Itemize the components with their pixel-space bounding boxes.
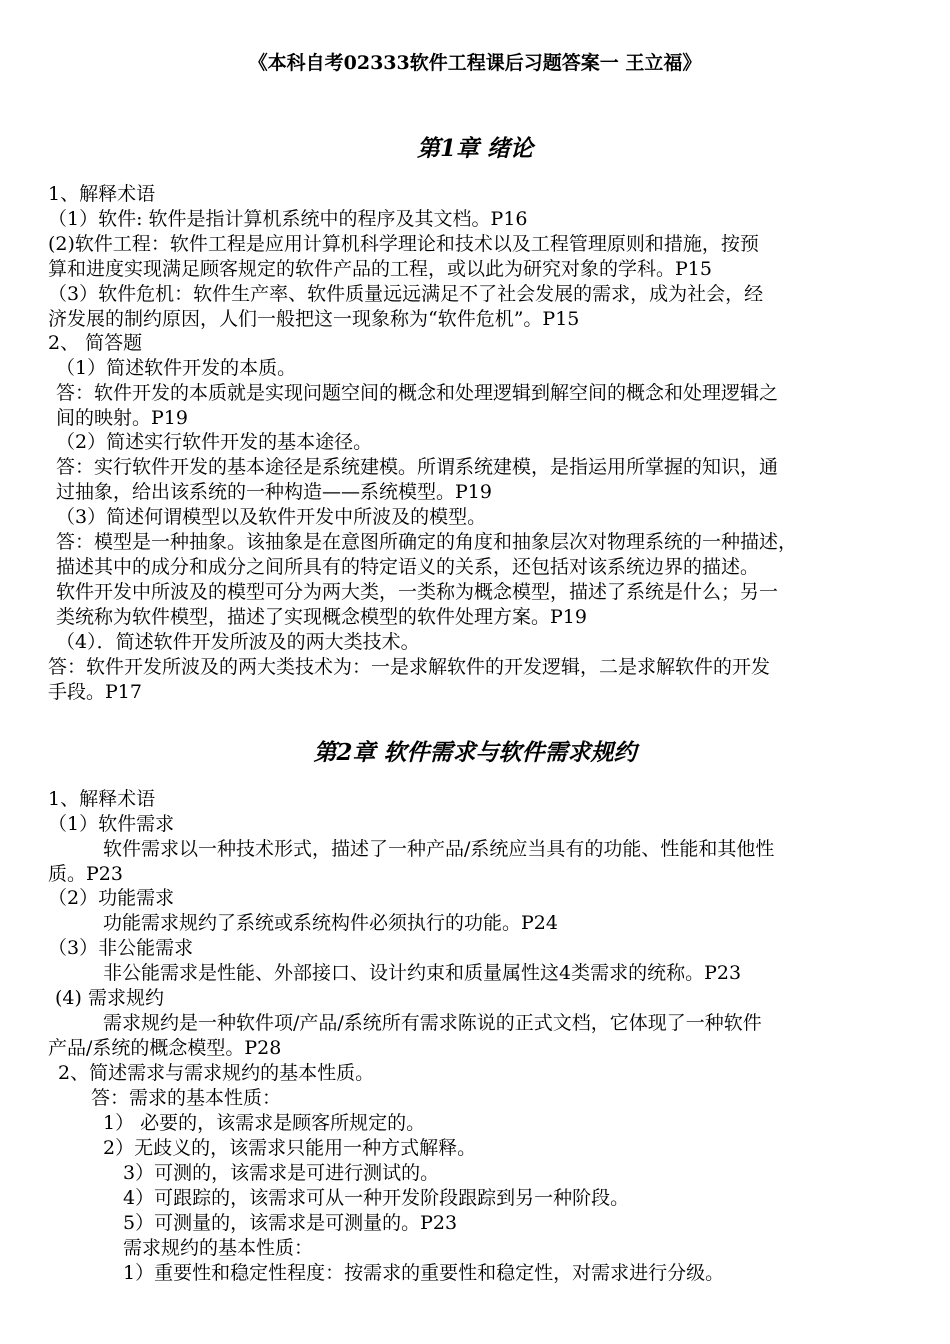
chapter-1-heading: 第1章 绪论 xyxy=(416,135,533,162)
ch2-line: 答：需求的基本性质： xyxy=(91,1087,282,1109)
ch1-line: （1）简述软件开发的本质。 xyxy=(56,357,297,379)
ch2-line: 功能需求规约了系统或系统构件必须执行的功能。P24 xyxy=(103,912,558,934)
ch1-line: （3）软件危机：软件生产率、软件质量远远满足不了社会发展的需求，成为社会，经 xyxy=(48,283,764,305)
ch1-line: （3）简述何谓模型以及软件开发中所波及的模型。 xyxy=(56,506,487,528)
ch2-line: 1）重要性和稳定性程度：按需求的重要性和稳定性，对需求进行分级。 xyxy=(123,1262,725,1284)
ch1-line: 描述其中的成分和成分之间所具有的特定语义的关系，还包括对该系统边界的描述。 xyxy=(56,556,760,578)
ch2-line: 4）可跟踪的，该需求可从一种开发阶段跟踪到另一种阶段。 xyxy=(123,1187,630,1209)
ch1-line: 2、 简答题 xyxy=(48,332,143,354)
ch2-line: （2）功能需求 xyxy=(48,887,175,909)
ch2-line: 3）可测的，该需求是可进行测试的。 xyxy=(123,1162,440,1184)
ch2-line: (4) 需求规约 xyxy=(55,987,164,1009)
ch1-line: 答：软件开发的本质就是实现问题空间的概念和处理逻辑到解空间的概念和处理逻辑之 xyxy=(56,382,779,404)
document-title: 《本科自考02333软件工程课后习题答案一 王立福》 xyxy=(248,52,702,74)
ch1-line: 间的映射。P19 xyxy=(56,407,188,429)
ch2-line: 质。P23 xyxy=(48,863,123,885)
ch1-line: （2）简述实行软件开发的基本途径。 xyxy=(56,431,373,453)
ch2-line: 非公能需求是性能、外部接口、设计约束和质量属性这4类需求的统称。P23 xyxy=(103,962,742,984)
ch1-line: 过抽象，给出该系统的一种构造——系统模型。P19 xyxy=(56,481,492,503)
ch1-line: 答：模型是一种抽象。该抽象是在意图所确定的角度和抽象层次对物理系统的一种描述， xyxy=(56,531,798,553)
ch1-line: 答：实行软件开发的基本途径是系统建模。所谓系统建模，是指运用所掌握的知识，通 xyxy=(56,456,779,478)
ch2-line: 软件需求以一种技术形式，描述了一种产品/系统应当具有的功能、性能和其他性 xyxy=(103,838,775,860)
ch2-line: 需求规约的基本性质： xyxy=(123,1237,314,1259)
ch2-line: （1）软件需求 xyxy=(48,813,175,835)
ch1-line: 济发展的制约原因，人们一般把这一现象称为“软件危机”。P15 xyxy=(48,308,580,330)
ch2-line: 需求规约是一种软件项/产品/系统所有需求陈说的正式文档，它体现了一种软件 xyxy=(103,1012,762,1034)
ch2-line: 1） 必要的，该需求是顾客所规定的。 xyxy=(103,1112,426,1134)
ch2-line: 5）可测量的，该需求是可测量的。P23 xyxy=(123,1212,458,1234)
chapter-2-heading: 第2章 软件需求与软件需求规约 xyxy=(313,739,637,766)
ch1-line: 手段。P17 xyxy=(48,681,142,703)
ch2-line: 1、解释术语 xyxy=(48,788,156,810)
ch1-line: (2)软件工程：软件工程是应用计算机科学理论和技术以及工程管理原则和措施，按预 xyxy=(48,233,759,255)
ch2-line: （3）非公能需求 xyxy=(48,937,194,959)
ch1-line: （1）软件: 软件是指计算机系统中的程序及其文档。P16 xyxy=(48,208,528,230)
ch1-line: 算和进度实现满足顾客规定的软件产品的工程，或以此为研究对象的学科。P15 xyxy=(48,258,712,280)
ch1-line: 1、解释术语 xyxy=(48,183,156,205)
ch1-line: 类统称为软件模型，描述了实现概念模型的软件处理方案。P19 xyxy=(56,606,587,628)
ch1-line: 答：软件开发所波及的两大类技术为：一是求解软件的开发逻辑，二是求解软件的开发 xyxy=(48,656,771,678)
ch2-line: 2）无歧义的，该需求只能用一种方式解释。 xyxy=(103,1137,477,1159)
ch2-line: 2、简述需求与需求规约的基本性质。 xyxy=(58,1062,375,1084)
ch2-line: 产品/系统的概念模型。P28 xyxy=(48,1037,282,1059)
ch1-line: （4）．简述软件开发所波及的两大类技术。 xyxy=(56,631,420,653)
ch1-line: 软件开发中所波及的模型可分为两大类，一类称为概念模型，描述了系统是什么；另一 xyxy=(56,581,779,603)
